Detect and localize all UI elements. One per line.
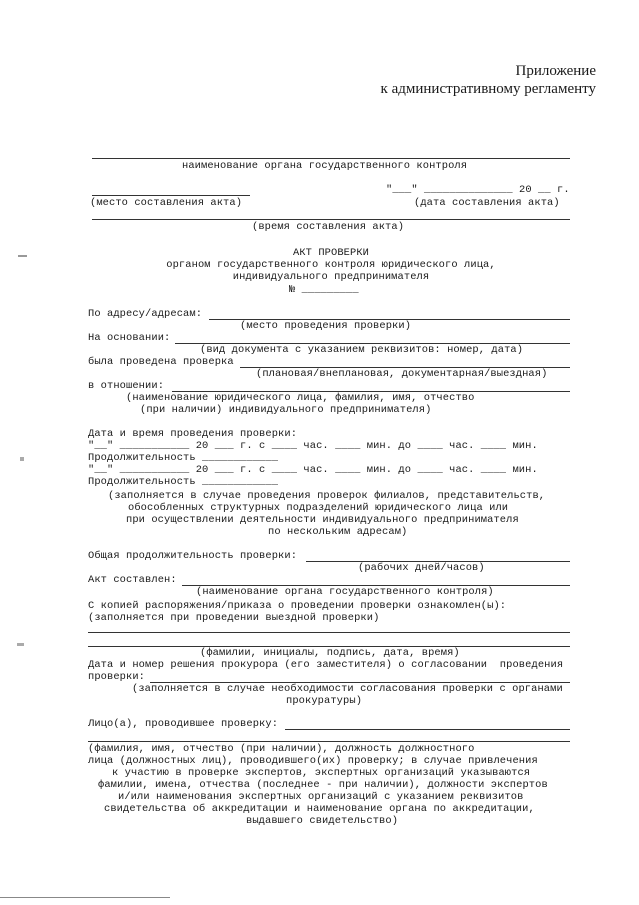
place-caption: (место составления акта) bbox=[90, 197, 243, 209]
conducted-label: была проведена проверка bbox=[88, 356, 234, 368]
time-caption: (время составления акта) bbox=[252, 221, 405, 233]
place-line bbox=[92, 195, 250, 196]
regarding-caption-1: (наименование юридического лица, фамилия, имя, отчество bbox=[126, 392, 475, 404]
prosecutor-label-1: Дата и номер решения прокурора (его заместителя) о согласовании проведения bbox=[88, 659, 564, 671]
inspector-caption-4: фамилии, имена, отчества (последнее - при наличии), должности экспертов bbox=[98, 779, 548, 791]
composed-caption: (наименование органа государственного контроля) bbox=[196, 586, 494, 598]
conducted-caption: (плановая/внеплановая, документарная/выездная) bbox=[256, 368, 548, 380]
basis-caption: (вид документа с указанием реквизитов: номер, дата) bbox=[200, 344, 524, 356]
composed-label: Акт составлен: bbox=[88, 574, 177, 586]
date-fill: "___" ______________ 20 __ г. bbox=[386, 184, 570, 196]
title-line-2: органом государственного контроля юридического лица, bbox=[166, 259, 496, 271]
inspector-caption-6: свидетельства об аккредитации и наименование органа по аккредитации, bbox=[104, 803, 535, 815]
address-label: По адресу/адресам: bbox=[88, 308, 203, 320]
branch-note-4: по нескольким адресам) bbox=[268, 526, 408, 538]
inspector-line-2 bbox=[88, 741, 570, 742]
inspector-caption-7: выдавшего свидетельство) bbox=[246, 815, 399, 827]
appendix-line-2: к административному регламенту bbox=[380, 81, 596, 97]
basis-label: На основании: bbox=[88, 332, 171, 344]
inspector-line-1 bbox=[285, 729, 570, 730]
page-bottom-edge bbox=[0, 897, 170, 898]
copy-label: С копией распоряжения/приказа о проведении проверки ознакомлен(ы): bbox=[88, 600, 507, 612]
margin-mark bbox=[20, 457, 24, 461]
inspector-caption-5: и/или наименования экспертных организаций с указанием реквизитов bbox=[118, 791, 524, 803]
date-caption: (дата составления акта) bbox=[414, 197, 560, 209]
appendix-heading bbox=[381, 62, 596, 98]
copy-note: (заполняется при проведении выездной проверки) bbox=[88, 612, 380, 624]
regarding-caption-2: (при наличии) индивидуального предпринимателя) bbox=[140, 404, 432, 416]
inspector-caption-2: лица (должностных лиц), проводившего(их) проверку; в случае привлечения bbox=[88, 755, 538, 767]
datetime-row-2: "__" ___________ 20 ___ г. с ____ час. ____ мин. до ____ час. ____ мин. bbox=[88, 464, 538, 476]
datetime-label: Дата и время проведения проверки: bbox=[88, 428, 298, 440]
title-line-3: индивидуального предпринимателя bbox=[232, 271, 430, 283]
inspector-caption-3: к участию в проверке экспертов, экспертных организаций указываются bbox=[112, 767, 531, 779]
branch-note-3: при осуществлении деятельности индивидуального предпринимателя bbox=[126, 514, 519, 526]
duration-2: Продолжительность ____________ bbox=[88, 476, 279, 488]
signature-caption: (фамилии, инициалы, подпись, дата, время) bbox=[200, 647, 460, 659]
margin-mark bbox=[18, 255, 27, 257]
signature-line-1 bbox=[88, 632, 570, 633]
act-number: № _________ bbox=[289, 284, 359, 296]
title-line-1: АКТ ПРОВЕРКИ bbox=[292, 247, 370, 259]
datetime-row-1: "__" ___________ 20 ___ г. с ____ час. ____ мин. до ____ час. ____ мин. bbox=[88, 440, 538, 452]
duration-1: Продолжительность ____________ bbox=[88, 452, 279, 464]
appendix-line-1: Приложение bbox=[515, 63, 596, 79]
address-caption: (место проведения проверки) bbox=[240, 320, 412, 332]
branch-note-2: обособленных структурных подразделений юридического лица или bbox=[128, 502, 509, 514]
total-caption: (рабочих дней/часов) bbox=[358, 562, 485, 574]
margin-mark bbox=[17, 643, 24, 646]
inspector-label: Лицо(а), проводившее проверку: bbox=[88, 718, 279, 730]
prosecutor-note-1: (заполняется в случае необходимости согласования проверки с органами bbox=[132, 683, 563, 695]
regarding-label: в отношении: bbox=[88, 380, 165, 392]
inspector-caption-1: (фамилия, имя, отчество (при наличии), должность должностного bbox=[88, 743, 475, 755]
time-line bbox=[92, 219, 570, 220]
organ-name-caption: наименование органа государственного контроля bbox=[182, 160, 468, 172]
prosecutor-note-2: прокуратуры) bbox=[286, 695, 363, 707]
organ-name-line bbox=[92, 158, 570, 159]
total-label: Общая продолжительность проверки: bbox=[88, 550, 298, 562]
prosecutor-label-2: проверки: bbox=[88, 671, 146, 683]
branch-note-1: (заполняется в случае проведения проверок филиалов, представительств, bbox=[108, 490, 546, 502]
